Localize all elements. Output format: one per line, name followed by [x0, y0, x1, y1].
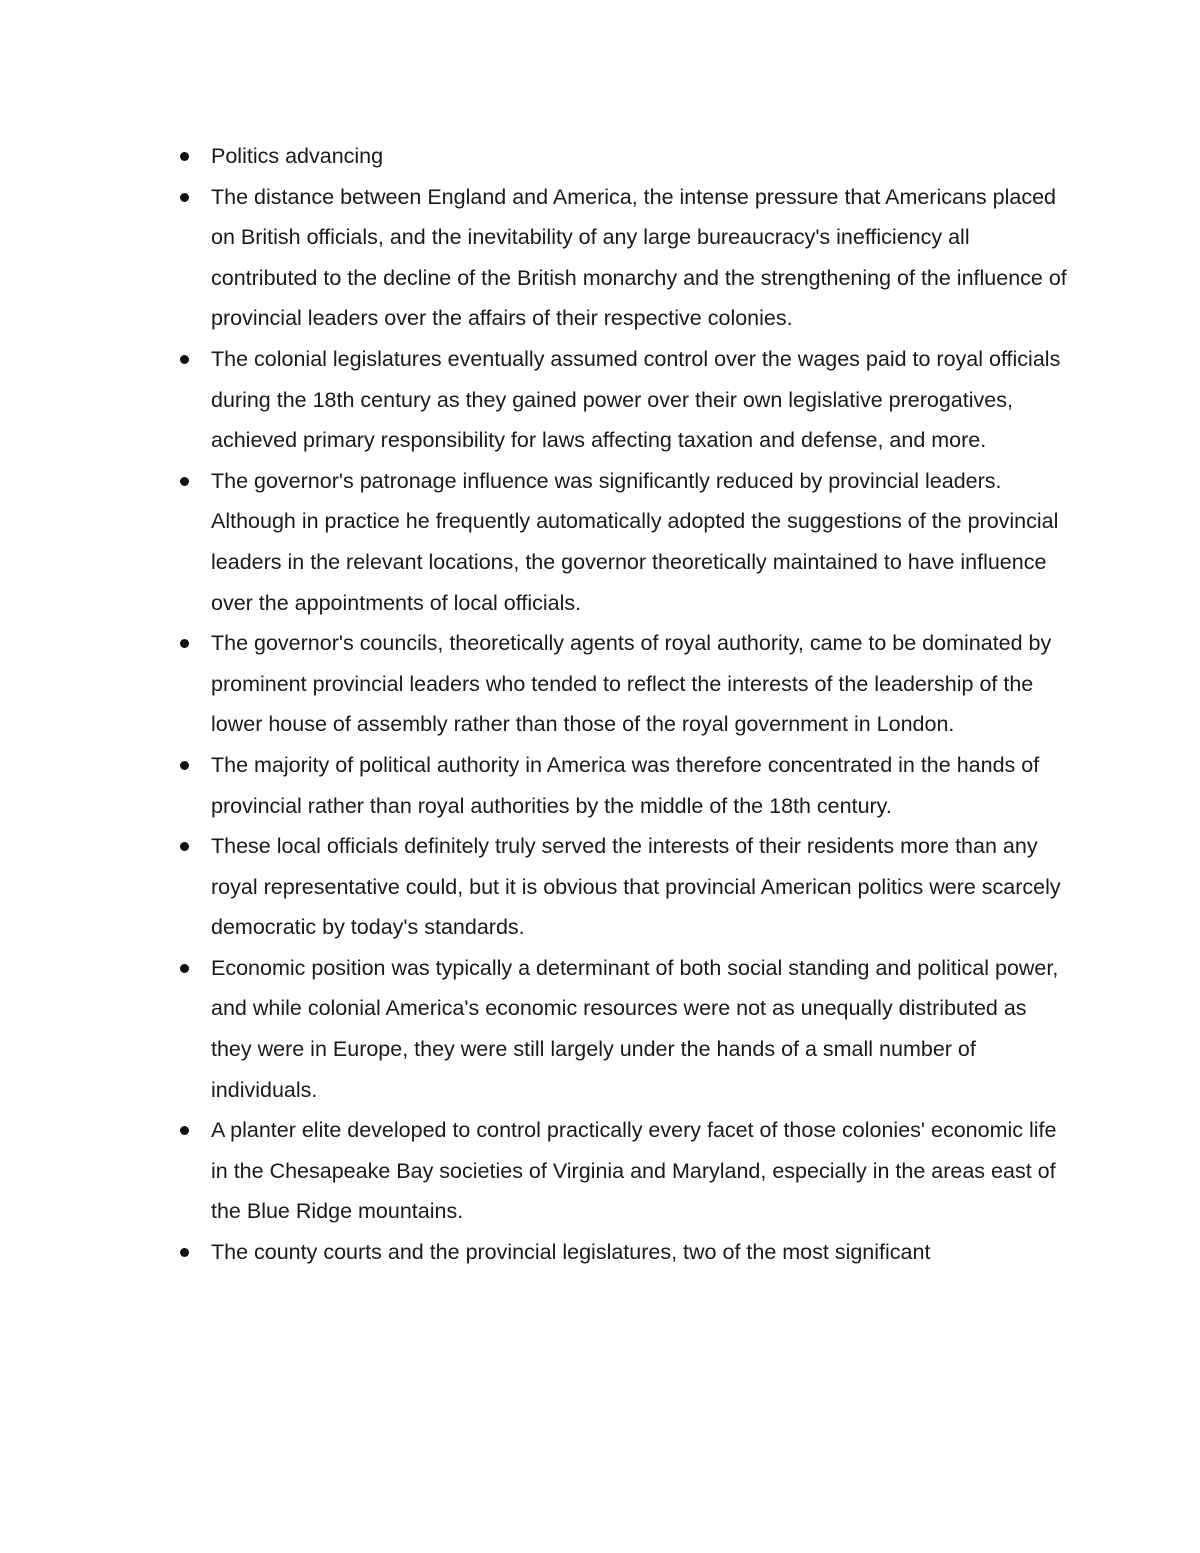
bullet-dot-icon — [180, 761, 189, 770]
bullet-dot-icon — [180, 1248, 189, 1257]
bullet-dot-icon — [180, 964, 189, 973]
list-item — [170, 177, 1070, 339]
list-item — [170, 623, 1070, 745]
bullet-dot-icon — [180, 639, 189, 648]
bullet-dot-icon — [180, 193, 189, 202]
list-item-text: The distance between England and America, the intense pressure that Americans placed on British officials, and the inevitability of any large bureaucracy's inefficiency all contributed to the decline of the British monarchy and the strengthening of the influence of provincial leaders over the affairs of their respective colonies. — [211, 184, 1067, 331]
bullet-dot-icon — [180, 355, 189, 364]
list-item-text: Politics advancing — [211, 144, 384, 168]
list-item-text: The governor's patronage influence was significantly reduced by provincial leaders. Although in practice he frequently automatically adopted the suggestions of the provincial leaders in the relevant locations, the governor theoretically maintained to have influence over the appointments of local officials. — [211, 468, 1059, 615]
bullet-dot-icon — [180, 842, 189, 851]
bullet-dot-icon — [180, 477, 189, 486]
bullet-list — [170, 136, 1070, 1273]
list-item-text: Economic position was typically a determinant of both social standing and political power, and while colonial America's economic resources were not as unequally distributed as they were in Europe, they were still largely under the hands of a small number of individuals. — [211, 955, 1059, 1102]
list-item-text: The county courts and the provincial legislatures, two of the most significant — [211, 1240, 931, 1265]
list-item-text: The governor's councils, theoretically agents of royal authority, came to be dominated by prominent provincial leaders who tended to reflect the interests of the leadership of the lower house of assembly rather than those of the royal government in London. — [211, 631, 1052, 737]
list-item — [170, 136, 1070, 177]
list-item — [170, 461, 1070, 623]
list-item — [170, 745, 1070, 826]
list-item — [170, 339, 1070, 461]
list-item-text: A planter elite developed to control practically every facet of those colonies' economic life in the Chesapeake Bay societies of Virginia and Maryland, especially in the areas east of the Blue Ridge mountains. — [211, 1118, 1057, 1224]
list-item — [170, 948, 1070, 1110]
list-item-text: The majority of political authority in America was therefore concentrated in the hands of provincial rather than royal authorities by the middle of the 18th century. — [211, 752, 1040, 818]
list-item — [170, 826, 1070, 948]
list-item-text: These local officials definitely truly served the interests of their residents more than any royal representative could, but it is obvious that provincial American politics were scarcely democratic by today's standards. — [211, 834, 1061, 940]
list-item — [170, 1232, 1070, 1273]
bullet-dot-icon — [180, 1126, 189, 1135]
bullet-dot-icon — [180, 152, 189, 161]
list-item — [170, 1110, 1070, 1232]
list-item-text: The colonial legislatures eventually assumed control over the wages paid to royal officials during the 18th century as they gained power over their own legislative prerogatives, achieved primary responsibility for laws affecting taxation and defense, and more. — [211, 346, 1061, 453]
